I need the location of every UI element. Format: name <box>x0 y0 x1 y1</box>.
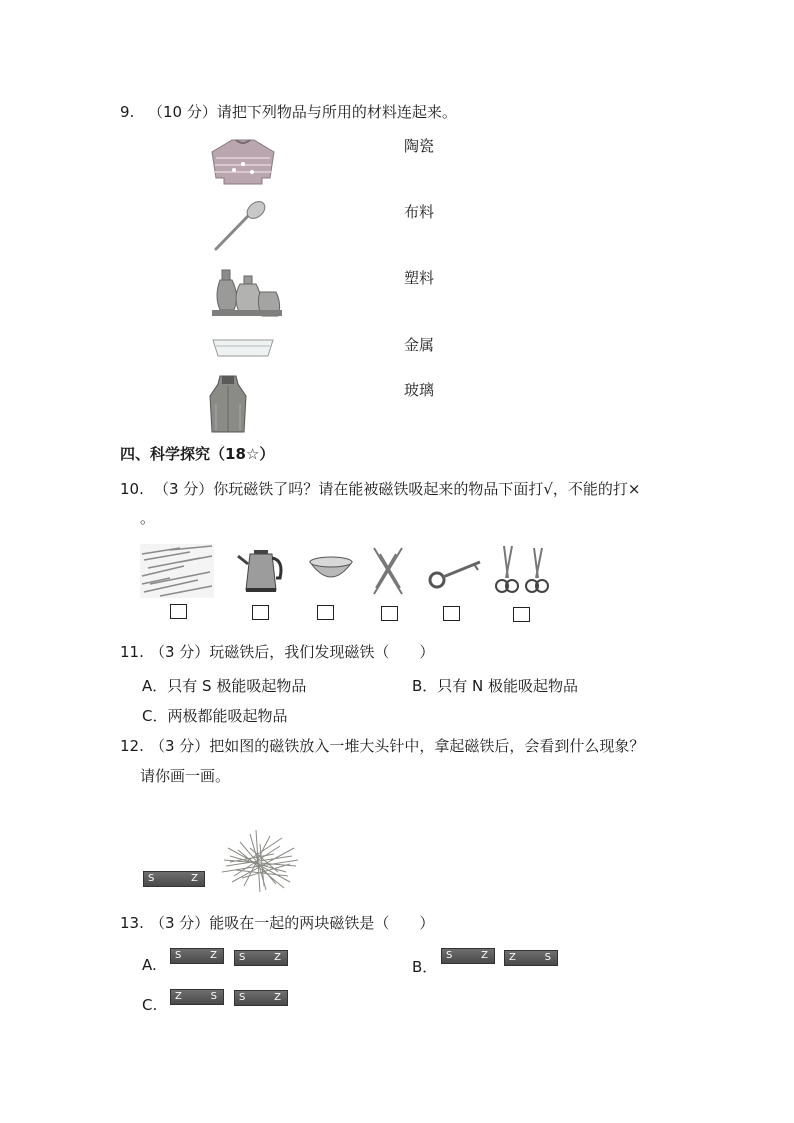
paperclips-icon <box>140 544 214 598</box>
answer-box-scissors[interactable] <box>513 607 530 622</box>
pole: S <box>544 952 551 963</box>
material-glass: 玻璃 <box>404 381 435 399</box>
q10-number: 10. <box>120 480 144 498</box>
pole: S <box>175 950 182 961</box>
q11-number: 11. <box>120 643 144 661</box>
q12-text-cont: 请你画一画。 <box>140 767 231 785</box>
q11-option-c[interactable]: C．两极都能吸起物品 <box>142 707 288 725</box>
raincoat-icon <box>208 374 248 434</box>
kettle-icon <box>236 544 286 594</box>
q12-number: 12. <box>120 737 144 755</box>
q11-option-a[interactable]: A．只有 S 极能吸起物品 <box>142 677 307 695</box>
q13-b-magnet-1 <box>441 948 495 964</box>
material-cloth: 布料 <box>404 203 435 221</box>
q13-c-magnet-2 <box>234 990 288 1006</box>
q13-c-magnet-1 <box>170 989 224 1005</box>
q13-b-magnet-2 <box>504 950 558 966</box>
section-title: 四、科学探究（18☆） <box>120 445 275 463</box>
q9-text: （10 分）请把下列物品与所用的材料连起来。 <box>148 103 457 121</box>
pole: S <box>239 992 246 1003</box>
q13-option-b-label[interactable]: B． <box>412 958 438 976</box>
pins-pile-icon <box>220 826 300 894</box>
nails-icon <box>370 544 406 598</box>
answer-box-key[interactable] <box>443 606 460 621</box>
q11-text: （3 分）玩磁铁后，我们发现磁铁（ ） <box>150 643 435 661</box>
pole: Z <box>175 991 182 1002</box>
q13-option-c-label[interactable]: C. <box>142 996 158 1014</box>
q11-option-b[interactable]: B．只有 N 极能吸起物品 <box>412 677 579 695</box>
answer-box-nails[interactable] <box>381 606 398 621</box>
scissors-icon <box>494 544 552 598</box>
glass-dish-icon <box>210 336 276 360</box>
material-metal: 金属 <box>404 336 435 354</box>
spoon-icon <box>212 202 268 252</box>
magnet-right-pole: Z <box>191 873 198 884</box>
answer-box-kettle[interactable] <box>252 605 269 620</box>
material-ceramic: 陶瓷 <box>404 137 435 155</box>
q9-number: 9. <box>120 103 135 121</box>
q10-text: （3 分）你玩磁铁了吗？请在能被磁铁吸起来的物品下面打√，不能的打× <box>154 480 641 498</box>
answer-box-paperclips[interactable] <box>170 604 187 619</box>
pole: S <box>239 952 246 963</box>
q13-a-magnet-2 <box>234 950 288 966</box>
pole: Z <box>210 950 217 961</box>
q13-number: 13. <box>120 914 144 932</box>
pole: Z <box>274 992 281 1003</box>
q13-a-magnet-1 <box>170 948 224 964</box>
material-plastic: 塑料 <box>404 269 435 287</box>
q12-magnet <box>143 871 205 887</box>
pole: Z <box>274 952 281 963</box>
pole: S <box>446 950 453 961</box>
ceramic-pots-icon <box>210 266 284 318</box>
magnet-left-pole: S <box>148 873 155 884</box>
key-icon <box>428 556 484 590</box>
q13-option-a-label[interactable]: A. <box>142 956 157 974</box>
q10-text-cont: 。 <box>140 509 156 527</box>
sweater-icon <box>210 138 276 184</box>
q13-text: （3 分）能吸在一起的两块磁铁是（ ） <box>150 914 435 932</box>
pole: Z <box>509 952 516 963</box>
answer-box-bowl[interactable] <box>317 605 334 620</box>
pole: Z <box>481 950 488 961</box>
pole: S <box>210 991 217 1002</box>
bowl-icon <box>308 552 354 586</box>
q12-text: （3 分）把如图的磁铁放入一堆大头针中，拿起磁铁后，会看到什么现象？ <box>150 737 645 755</box>
